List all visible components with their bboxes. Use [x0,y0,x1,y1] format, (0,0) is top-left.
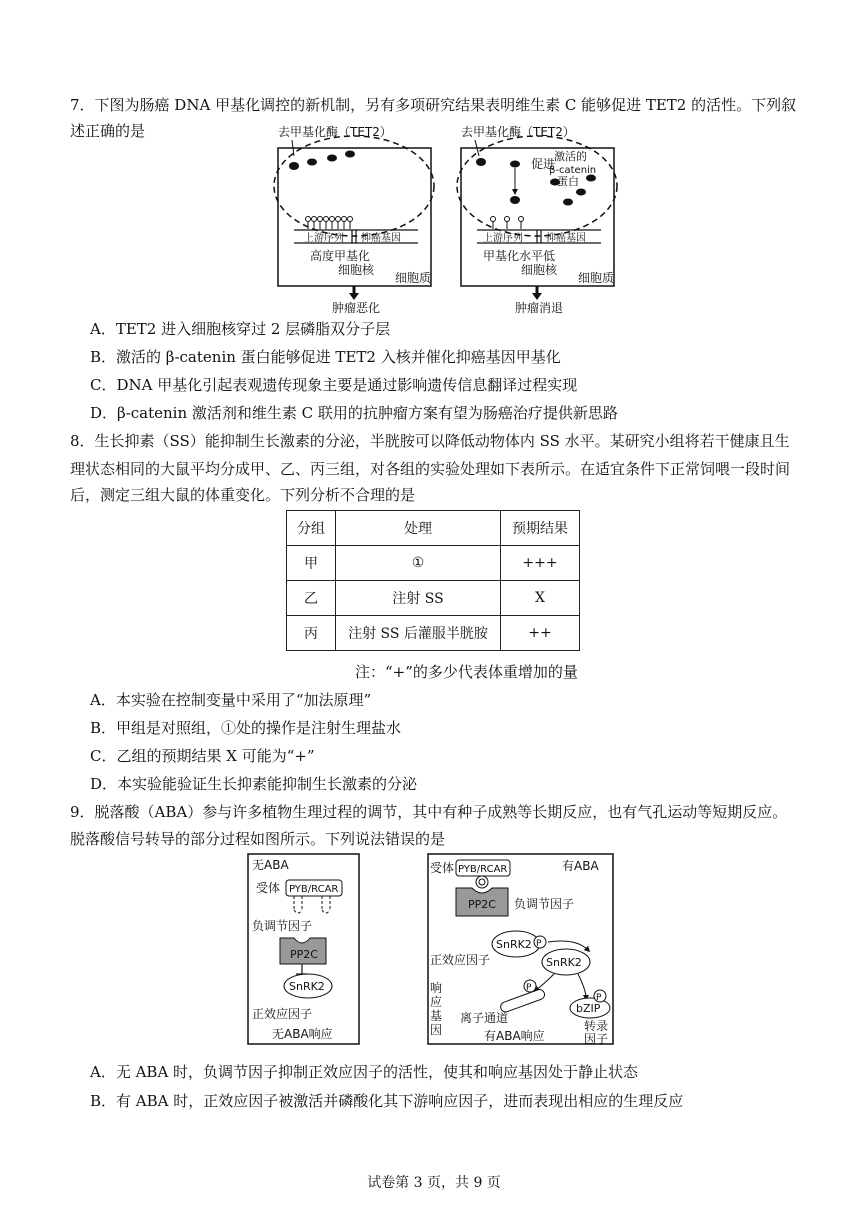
table-cell: +++ [501,546,580,581]
q7-figure [270,122,630,322]
table-cell: ++ [501,616,580,651]
q7-right-outcome: 肿瘤消退 [515,301,564,315]
q9-right-resp-gene-1: 响 [430,981,443,995]
q7-left-cytoplasm: 细胞质 [395,271,432,285]
q7-option-d: D．β-catenin 激活剂和维生素 C 联用的抗肿瘤方案有望为肠癌治疗提供新思路 [90,404,618,422]
q8-option-c: C．乙组的预期结果 X 可能为“+” [90,747,315,765]
q7-stem-line2: 述正确的是 [70,122,146,140]
q9-right-p-1: P [536,939,542,949]
q9-stem-line2: 脱落酸信号转导的部分过程如图所示。下列说法错误的是 [70,830,446,848]
q7-right-state: 甲基化水平低 [483,249,556,263]
q7-left-outcome: 肿瘤恶化 [332,301,381,315]
q9-right-tf-l1: 转录 [584,1019,609,1033]
q9-left-response: 无ABA响应 [272,1027,333,1041]
q7-right-activated-l1: 激活的 [554,150,587,163]
q9-right-channel: 离子通道 [460,1011,509,1025]
q9-right-resp-gene-4: 因 [430,1023,443,1037]
table-header-cell: 预期结果 [501,511,580,546]
q9-right-title: 有ABA [562,859,599,873]
table-cell: 注射 SS 后灌服半胱胺 [336,616,501,651]
q9-right-receptor: 受体 [430,861,455,875]
q7-right-panel [457,124,617,315]
table-row [287,616,580,651]
q9-right-resp-gene-3: 基 [430,1009,443,1023]
q9-option-a: A．无 ABA 时，负调节因子抑制正效应因子的活性，使其和响应基因处于静止状态 [90,1063,639,1081]
q9-left-pos-factor: 正效应因子 [252,1007,313,1021]
q9-right-panel [428,854,613,1046]
q8-stem-line2: 理状态相同的大鼠平均分成甲、乙、丙三组，对各组的实验处理如下表所示。在适宜条件下正常饲喂一段时间 [70,460,791,478]
q9-left-pp2c: PP2C [290,948,318,961]
q9-left-neg-factor: 负调节因子 [252,919,313,933]
q7-right-upstream: 上游序列 [483,233,523,244]
q8-table-note: 注：“+”的多少代表体重增加的量 [355,663,578,681]
q9-right-p-3: P [596,993,602,1003]
q9-option-b: B．有 ABA 时，正效应因子被激活并磷酸化其下游响应因子，进而表现出相应的生理反应 [90,1092,684,1110]
table-cell: X [501,581,580,616]
q9-right-pos-factor: 正效应因子 [430,953,491,967]
q7-right-nucleus: 细胞核 [521,263,558,277]
q7-left-panel [274,124,434,315]
q9-right-neg-factor: 负调节因子 [514,897,575,911]
q9-right-tf-l2: 因子 [584,1032,609,1046]
q7-right-promote: 促进 [531,157,556,171]
table-row [287,581,580,616]
q9-right-resp-gene-2: 应 [430,995,443,1009]
q8-table [286,510,580,651]
q9-right-p-2: P [526,983,532,993]
q7-option-b: B．激活的 β-catenin 蛋白能够促进 TET2 入核并催化抑癌基因甲基化 [90,348,561,366]
table-cell: ① [336,546,501,581]
table-header-row [287,511,580,546]
q9-left-panel [248,854,359,1044]
q9-stem-line1: 9．脱落酸（ABA）参与许多植物生理过程的调节，其中有种子成熟等长期反应，也有气孔运动等短期反应。 [70,803,788,821]
q8-option-a: A．本实验在控制变量中采用了“加法原理” [90,691,372,709]
table-header-cell: 处理 [336,511,501,546]
q9-left-snrk2: SnRK2 [289,980,325,993]
page-footer: 试卷第 3 页，共 9 页 [367,1175,501,1191]
q9-right-snrk2-a: SnRK2 [496,938,532,951]
q7-left-nucleus: 细胞核 [338,263,375,277]
q9-left-receptor: 受体 [256,881,281,895]
q7-right-enzyme-label: 去甲基化酶（TET2） [461,125,575,139]
q9-right-pyb: PYB/RCAR [458,864,508,875]
q7-left-suppressor: 抑癌基因 [361,233,401,244]
q8-option-d: D．本实验能验证生长抑素能抑制生长激素的分泌 [90,775,418,793]
table-cell: 丙 [287,616,336,651]
table-row [287,546,580,581]
q7-left-state: 高度甲基化 [310,249,371,263]
q7-left-enzyme-label: 去甲基化酶（TET2） [278,125,392,139]
q7-right-activated-l2: β-catenin [549,165,597,176]
q9-right-response: 有ABA响应 [484,1029,545,1043]
q7-option-c: C．DNA 甲基化引起表观遗传现象主要是通过影响遗传信息翻译过程实现 [90,376,578,394]
table-header-cell: 分组 [287,511,336,546]
q7-option-a: A．TET2 进入细胞核穿过 2 层磷脂双分子层 [90,320,391,338]
q9-left-title: 无ABA [252,858,289,872]
table-cell: 甲 [287,546,336,581]
q9-right-snrk2-b: SnRK2 [546,956,582,969]
q9-figure [246,850,616,1048]
q8-option-b: B．甲组是对照组，①处的操作是注射生理盐水 [90,719,402,737]
q9-right-pp2c: PP2C [468,898,496,911]
q8-stem-line1: 8．生长抑素（SS）能抑制生长激素的分泌，半胱胺可以降低动物体内 SS 水平。某研究小组将若干健康且生 [70,432,790,450]
q8-stem-line3: 后，测定三组大鼠的体重变化。下列分析不合理的是 [70,486,416,504]
q9-right-bzip: bZIP [576,1002,601,1015]
q7-right-suppressor: 抑癌基因 [546,233,586,244]
q7-right-activated-l3: 蛋白 [557,175,579,188]
q7-right-cytoplasm: 细胞质 [578,271,615,285]
q7-left-upstream: 上游序列 [304,233,344,244]
q9-left-pyb: PYB/RCAR [289,884,339,895]
table-cell: 注射 SS [336,581,501,616]
table-cell: 乙 [287,581,336,616]
q7-stem-line1: 7．下图为肠癌 DNA 甲基化调控的新机制，另有多项研究结果表明维生素 C 能够促进 TET2 的活性。下列叙 [70,96,797,114]
